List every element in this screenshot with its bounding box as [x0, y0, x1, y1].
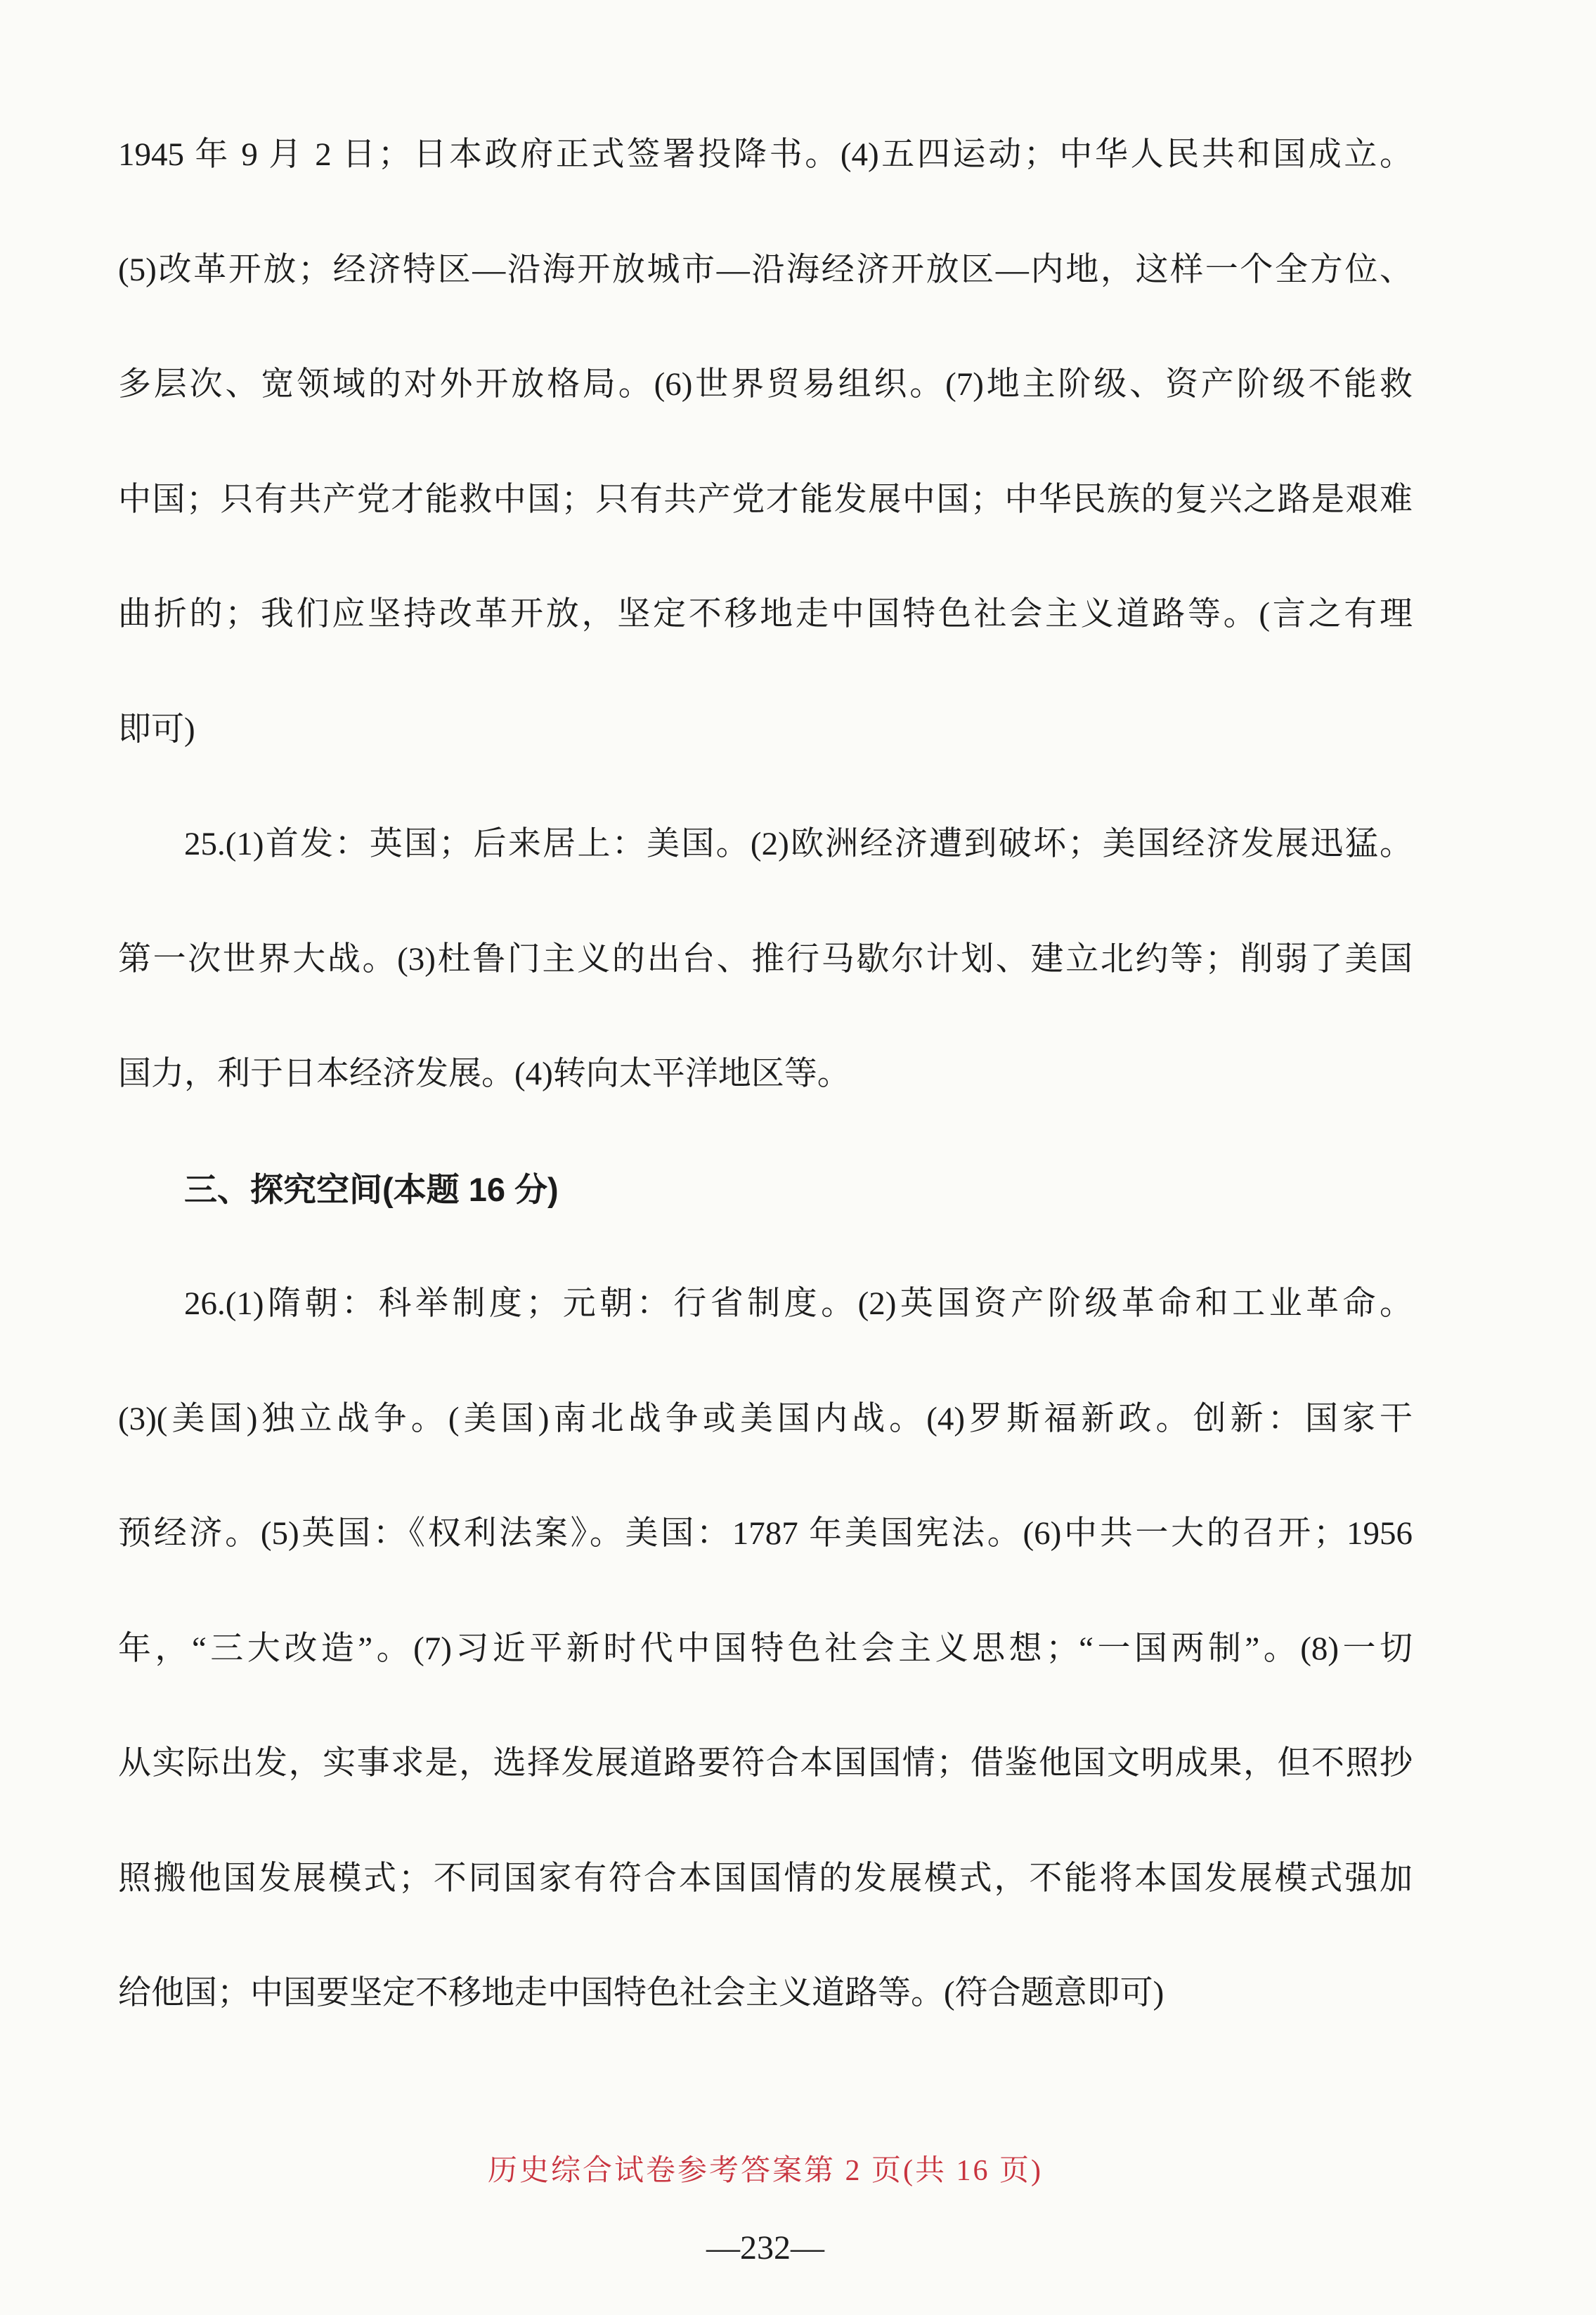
- answer-line: 国力，利于日本经济发展。(4)转向太平洋地区等。: [118, 1056, 850, 1092]
- answer-line: 中国；只有共产党才能救中国；只有共产党才能发展中国；中华民族的复兴之路是艰难: [118, 481, 1413, 518]
- running-title: 历史综合试卷参考答案第 2 页(共 16 页): [488, 2155, 1043, 2187]
- answer-line: 给他国；中国要坚定不移地走中国特色社会主义道路等。(符合题意即可): [118, 1975, 1164, 2011]
- answer-24-continued: [118, 98, 1413, 787]
- answer-line: 25.(1)首发：英国；后来居上：美国。(2)欧洲经济遭到破坏；美国经济发展迅猛。: [184, 826, 1413, 862]
- answer-line: 曲折的；我们应坚持改革开放，坚定不移地走中国特色社会主义道路等。(言之有理: [118, 596, 1413, 633]
- answer-line: (3)(美国)独立战争。(美国)南北战争或美国内战。(4)罗斯福新政。创新：国家干: [118, 1400, 1413, 1437]
- answer-line: 第一次世界大战。(3)杜鲁门主义的出台、推行马歇尔计划、建立北约等；削弱了美国: [118, 940, 1413, 978]
- answer-line: 多层次、宽领域的对外开放格局。(6)世界贸易组织。(7)地主阶级、资产阶级不能救: [118, 366, 1413, 403]
- answer-content: [118, 98, 1413, 2051]
- answer-line: 年，“三大改造”。(7)习近平新时代中国特色社会主义思想；“一国两制”。(8)一切: [118, 1630, 1413, 1667]
- answer-26: [118, 1247, 1413, 2051]
- section-heading: 三、探究空间(本题 16 分): [184, 1170, 559, 1208]
- answer-line: 26.(1)隋朝：科举制度；元朝：行省制度。(2)英国资产阶级革命和工业革命。: [184, 1285, 1413, 1322]
- answer-25: [118, 787, 1413, 1132]
- answer-line: 照搬他国发展模式；不同国家有符合本国国情的发展模式，不能将本国发展模式强加: [118, 1860, 1413, 1897]
- answer-line: 1945 年 9 月 2 日；日本政府正式签署投降书。(4)五四运动；中华人民共和国成立。: [118, 136, 1413, 173]
- page-number: —232—: [706, 2229, 824, 2267]
- answer-line: (5)改革开放；经济特区—沿海开放城市—沿海经济开放区—内地，这样一个全方位、: [118, 251, 1413, 288]
- answer-line: 预经济。(5)英国：《权利法案》。美国：1787 年美国宪法。(6)中共一大的召开；1956: [118, 1515, 1413, 1552]
- answer-line: 从实际出发，实事求是，选择发展道路要符合本国国情；借鉴他国文明成果，但不照抄: [118, 1745, 1413, 1782]
- answer-line: 即可): [118, 711, 195, 748]
